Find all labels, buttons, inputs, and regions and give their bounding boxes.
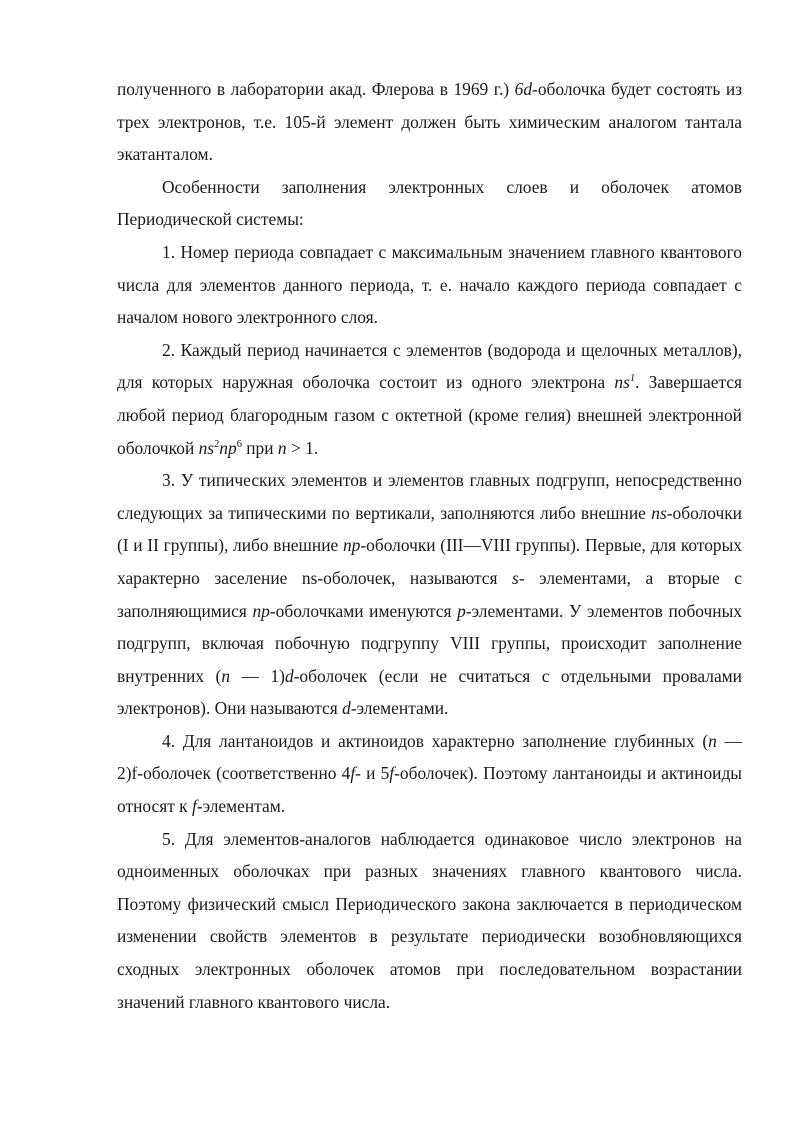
superscript-text: 2 [214, 438, 220, 450]
italic-text: ns [651, 502, 667, 523]
italic-text: n [277, 437, 287, 458]
italic-text: n [708, 730, 717, 751]
italic-text: p [457, 600, 466, 621]
superscript-text: 6 [236, 438, 242, 450]
italic-text: f [389, 763, 395, 784]
text-run: -элементами. [350, 698, 449, 719]
paragraph-item-5 [117, 823, 742, 1019]
text-run: 5. Для элементов-аналогов наблюдается одинаковое число электронов на одноименных оболочках при разных значениях главного квантового числа. Поэтому физический смысл Периодического закона заключается в периодическом изменении свойств элементов в результате периодически возобновляющихся сходных электронных оболочек атомов при последовательном возрастании значений главного квантового числа. [117, 828, 742, 1012]
text-run: 3. У типических элементов и элементов главных подгрупп, непосредственно следующих за типическими по вертикали, заполняются либо внешние [117, 470, 742, 523]
text-run: -оболочки (III—VIII группы). Первые, для которых характерно заселение ns-оболочек, называются [117, 535, 742, 588]
text-run: 1. Номер периода совпадает с максимальным значением главного квантового числа для элементов данного периода, т. е. начало каждого периода совпадает с началом нового электронного слоя. [117, 241, 742, 328]
text-run: -оболочками именуются [269, 600, 458, 621]
italic-text: s [512, 567, 519, 588]
italic-text: d [284, 665, 294, 686]
text-run: при [241, 437, 278, 458]
paragraph-item-2 [117, 334, 742, 464]
text-run: -оболочка будет состоять из трех электронов, т.е. 105-й элемент должен быть химическим аналогом тантала экатанталом. [117, 79, 742, 165]
text-run: -оболочек). Поэтому лантаноиды и актиноиды относят к [117, 763, 742, 817]
italic-text: f [191, 796, 197, 817]
italic-text: np [219, 437, 237, 458]
paragraph-item-4 [117, 725, 742, 823]
superscript-text: 1 [629, 373, 636, 385]
italic-text: 6d [514, 79, 533, 99]
text-run: 2. Каждый период начинается с элементов (водорода и щелочных металлов), для которых наружная оболочка состоит из одного электрона [117, 339, 742, 393]
italic-text: d [342, 698, 351, 719]
italic-text: np [342, 535, 361, 556]
text-run: Особенности заполнения электронных слоев и оболочек атомов Периодической системы: [117, 176, 742, 230]
text-run: -оболочек (если не считаться с отдельными провалами электронов). Они называются [117, 665, 742, 719]
italic-text: np [252, 600, 270, 621]
text-run: -элементами. У элементов побочных подгрупп, включая побочную подгруппу VIII группы, происходит заполнение внутренних ( [117, 600, 742, 686]
paragraph-item-1 [117, 236, 742, 334]
text-run: . Завершается любой период благородным газом с октетной (кроме гелия) внешней электронной оболочкой [117, 372, 742, 458]
text-run: -элементам. [196, 796, 286, 817]
text-run: - и 5 [355, 763, 390, 784]
text-run: -оболочки (I и II группы), либо внешние [117, 502, 742, 556]
text-run: полученного в лаборатории акад. Флерова в 1969 г.) [117, 79, 515, 99]
text-run: — 1) [230, 665, 285, 686]
text-run: — 2)f-оболочек (соответственно 4 [117, 730, 742, 784]
italic-text: n [221, 665, 231, 686]
paragraph-intro [117, 171, 742, 236]
italic-text: ns [614, 372, 630, 393]
paragraph-continuation [117, 73, 742, 171]
text-run: - элементами, а вторые с заполняющимися [117, 567, 742, 621]
text-run: 4. Для лантаноидов и актиноидов характерно заполнение глубинных ( [162, 730, 709, 751]
italic-text: f [350, 763, 356, 784]
italic-text: ns [198, 437, 215, 458]
paragraph-item-3 [117, 464, 742, 725]
text-run: > 1. [286, 437, 319, 458]
